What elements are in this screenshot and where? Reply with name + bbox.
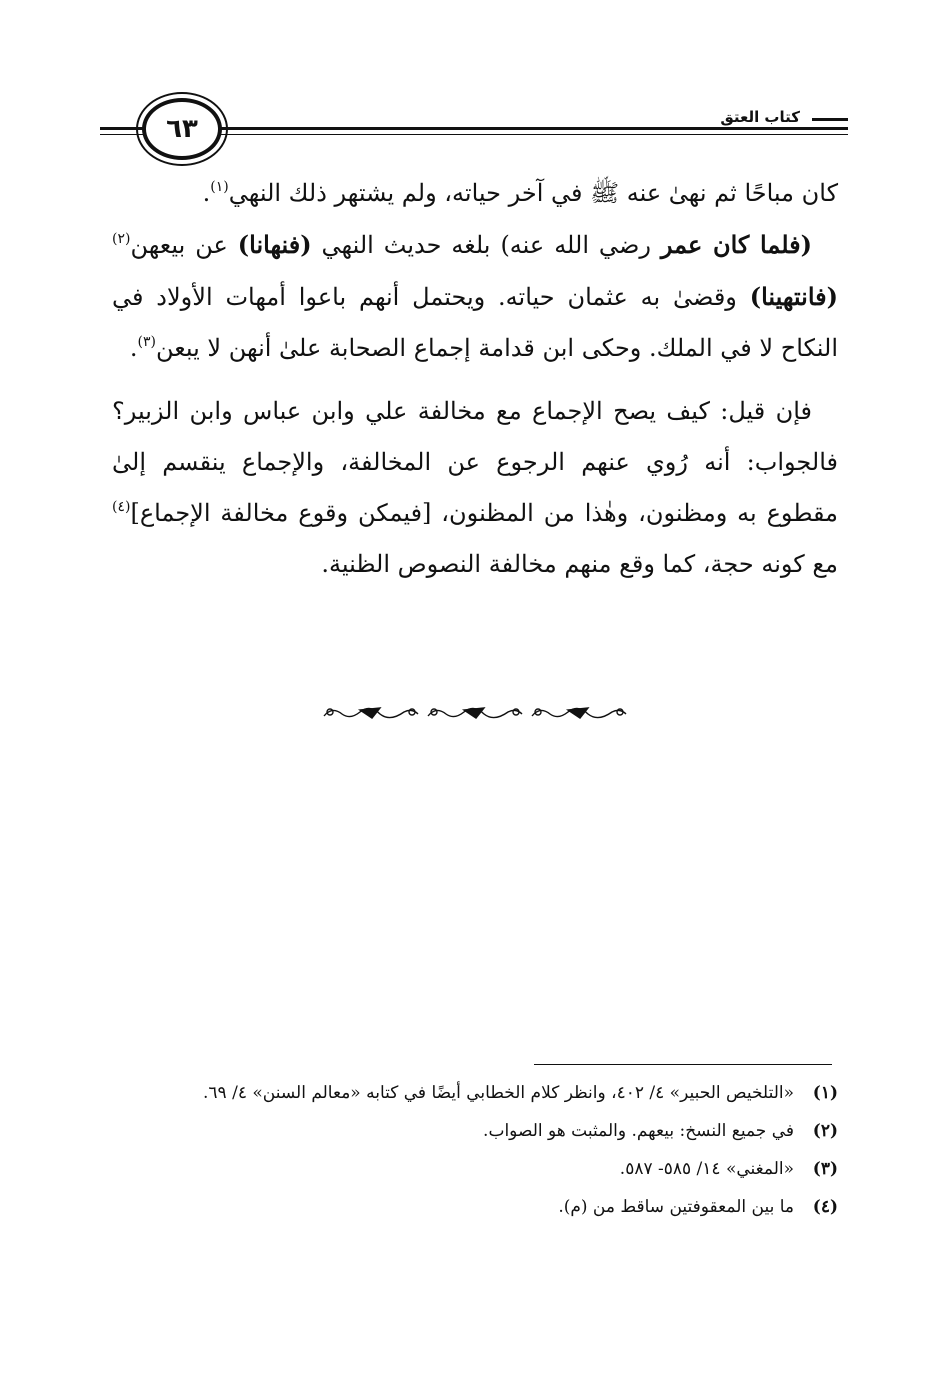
paragraph-1 xyxy=(112,168,838,219)
header-dash xyxy=(812,118,848,121)
paragraph-1-text: كان مباحًا ثم نهىٰ عنه ﷺ في آخر حياته، ولم يشتهر ذلك النهي xyxy=(228,179,838,207)
paragraph-2-text-3: وقضىٰ به عثمان حياته. ويحتمل أنهم باعوا أمهات الأولاد في النكاح لا في الملك. وحكى ابن قدامة إجماع الصحابة علىٰ أنهن لا يبعن xyxy=(112,283,838,362)
paragraph-3-text-2: مع كونه حجة، كما وقع منهم مخالفة النصوص الظنية. xyxy=(321,550,838,578)
bold-phrase-1: (فلما كان عمر xyxy=(660,230,812,259)
bold-phrase-2: (فنهانا) xyxy=(237,230,312,259)
footnote-separator xyxy=(534,1064,832,1065)
footnote-ref-1: (١) xyxy=(210,179,229,195)
page-number: ٦٣ xyxy=(142,98,222,160)
footnote-text: ما بين المعقوفتين ساقط من (م). xyxy=(558,1197,794,1217)
paragraph-2-text-1: رضي الله عنه) بلغه حديث النهي xyxy=(311,231,661,259)
footnote-text: «التلخيص الحبير» ٤/ ٤٠٢، وانظر كلام الخطابي أيضًا في كتابه «معالم السنن» ٤/ ٦٩. xyxy=(203,1083,794,1103)
footnote-ref-4: (٤) xyxy=(112,499,131,515)
footnote xyxy=(112,1114,838,1148)
footnote-number: (٢) xyxy=(812,1121,838,1141)
paragraph-2-end: . xyxy=(129,334,138,362)
main-text xyxy=(112,168,838,590)
paragraph-2-text-2: عن بيعهن xyxy=(130,231,238,259)
footnote-number: (٣) xyxy=(812,1159,838,1179)
ornament-unit-1 xyxy=(324,708,418,718)
footnote-number: (١) xyxy=(812,1083,838,1103)
footnote xyxy=(112,1076,838,1110)
footnote-number: (٤) xyxy=(812,1197,838,1217)
paragraph-3-text-1: فإن قيل: كيف يصح الإجماع مع مخالفة علي وابن عباس وابن الزبير؟ فالجواب: أنه رُوي عنهم الرجوع عن المخالفة، والإجماع ينقسم إلىٰ مقطوع به ومظنون، وهٰذا من المظنون، [فيمكن وقوع مخالفة الإجماع] xyxy=(112,397,838,527)
running-title: كتاب العتق xyxy=(714,108,806,126)
bold-phrase-3: (فانتهينا) xyxy=(749,282,838,311)
footnote-ref-3: (٣) xyxy=(137,334,157,350)
footnote xyxy=(112,1190,838,1224)
footnote xyxy=(112,1152,838,1186)
footnote-ref-2: (٢) xyxy=(112,231,131,247)
paragraph-2 xyxy=(112,219,838,374)
floral-ornament-divider xyxy=(320,700,628,726)
footnote-text: في جميع النسخ: بيعهم. والمثبت هو الصواب. xyxy=(483,1121,794,1141)
paragraph-1-end: . xyxy=(202,179,211,207)
page-header xyxy=(100,96,848,166)
footnotes xyxy=(112,1076,838,1228)
footnote-text: «المغني» ١٤/ ٥٨٥- ٥٨٧. xyxy=(619,1159,794,1179)
paragraph-3 xyxy=(112,386,838,590)
